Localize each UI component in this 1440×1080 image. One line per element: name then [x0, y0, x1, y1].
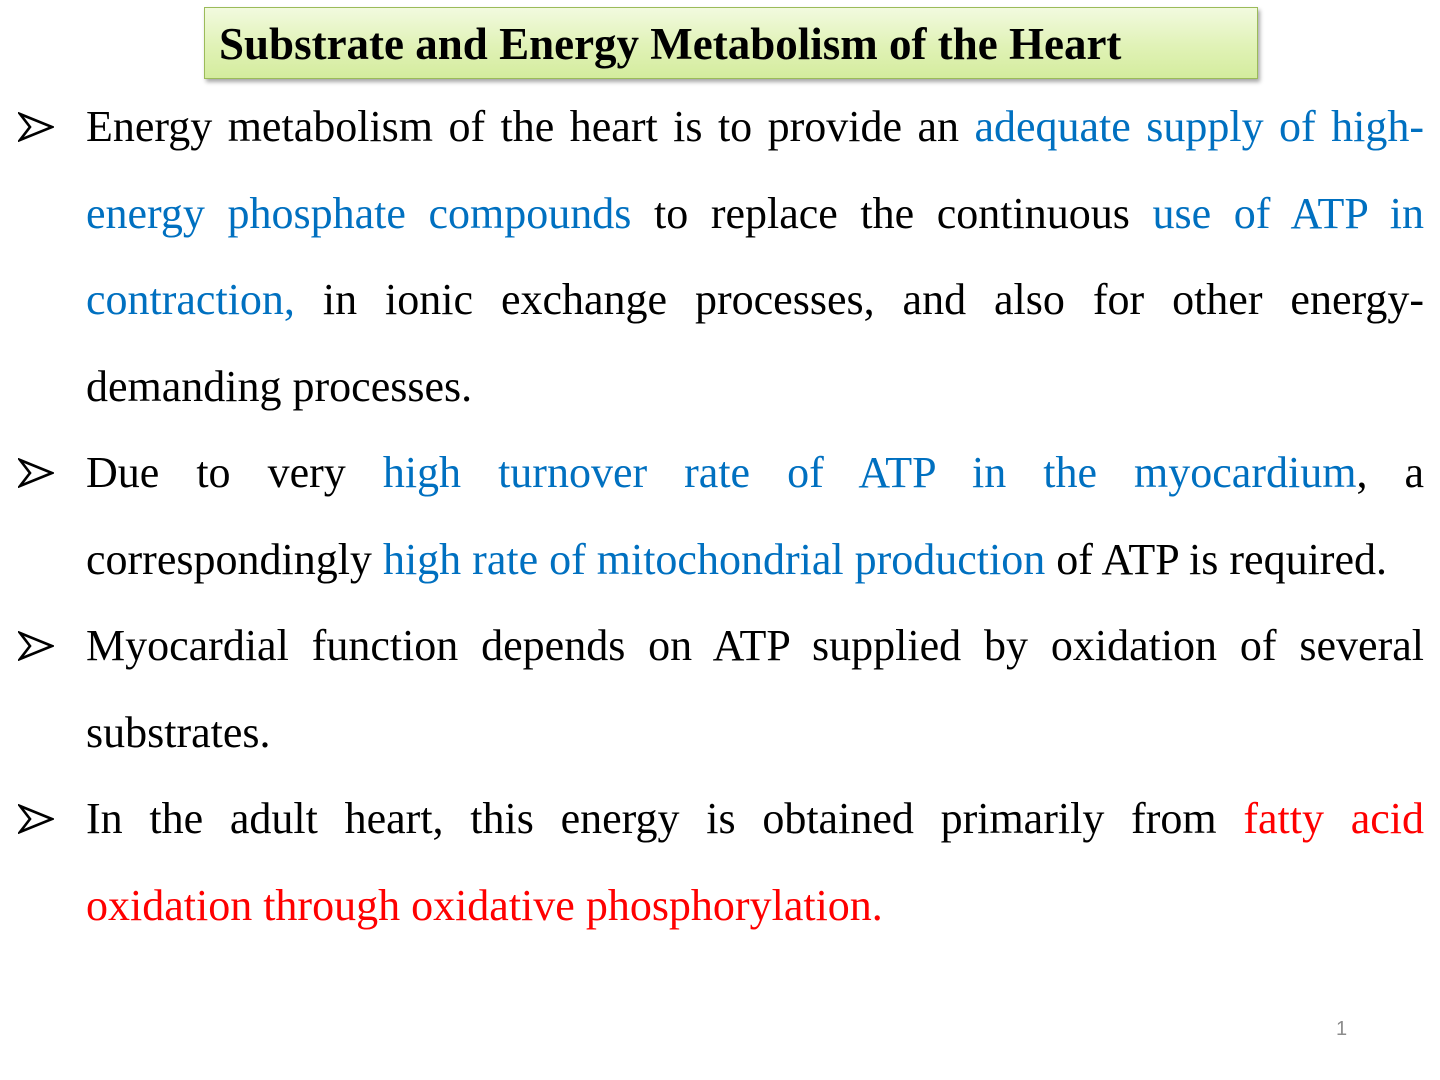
page-number: 1: [1336, 1018, 1348, 1040]
bullet-text-segment: of ATP is required.: [1045, 534, 1387, 584]
arrow-bullet-icon: [18, 430, 64, 516]
arrow-bullet-icon: [18, 603, 64, 689]
highlight-phrase: adequate supply of high-energy phosphate compounds: [86, 102, 1424, 238]
bullet-item-3: [0, 603, 1440, 776]
highlight-phrase: fatty acid oxidation through oxidative phosphorylation.: [86, 794, 1424, 930]
bullet-text-segment: Myocardial function depends on ATP supplied by oxidation of several substrates.: [86, 621, 1424, 757]
bullet-item-2: [0, 430, 1440, 603]
bullet-text-segment: Due to very: [86, 448, 383, 497]
bullet-text-segment: in ionic exchange processes, and also for other energy-demanding processes.: [86, 275, 1424, 411]
highlight-phrase: high turnover rate of ATP in the myocardium: [382, 448, 1357, 497]
bullet-text-segment: to replace the continuous: [631, 188, 1153, 238]
bullet-text-segment: , a correspondingly: [86, 448, 1425, 584]
arrow-bullet-icon: [18, 84, 64, 170]
slide-title: Substrate and Energy Metabolism of the Heart: [219, 19, 1122, 69]
arrow-bullet-icon: [18, 776, 64, 862]
slide-title-box: [204, 7, 1258, 79]
highlight-phrase: use of ATP in contraction,: [86, 188, 1424, 324]
bullet-list: [0, 84, 1440, 949]
bullet-item-1: [0, 84, 1440, 430]
bullet-text-segment: In the adult heart, this energy is obtained primarily from: [86, 794, 1244, 843]
bullet-text-segment: Energy metabolism of the heart is to provide an: [86, 102, 975, 151]
bullet-item-4: [0, 776, 1440, 949]
highlight-phrase: high rate of mitochondrial production: [382, 534, 1046, 584]
